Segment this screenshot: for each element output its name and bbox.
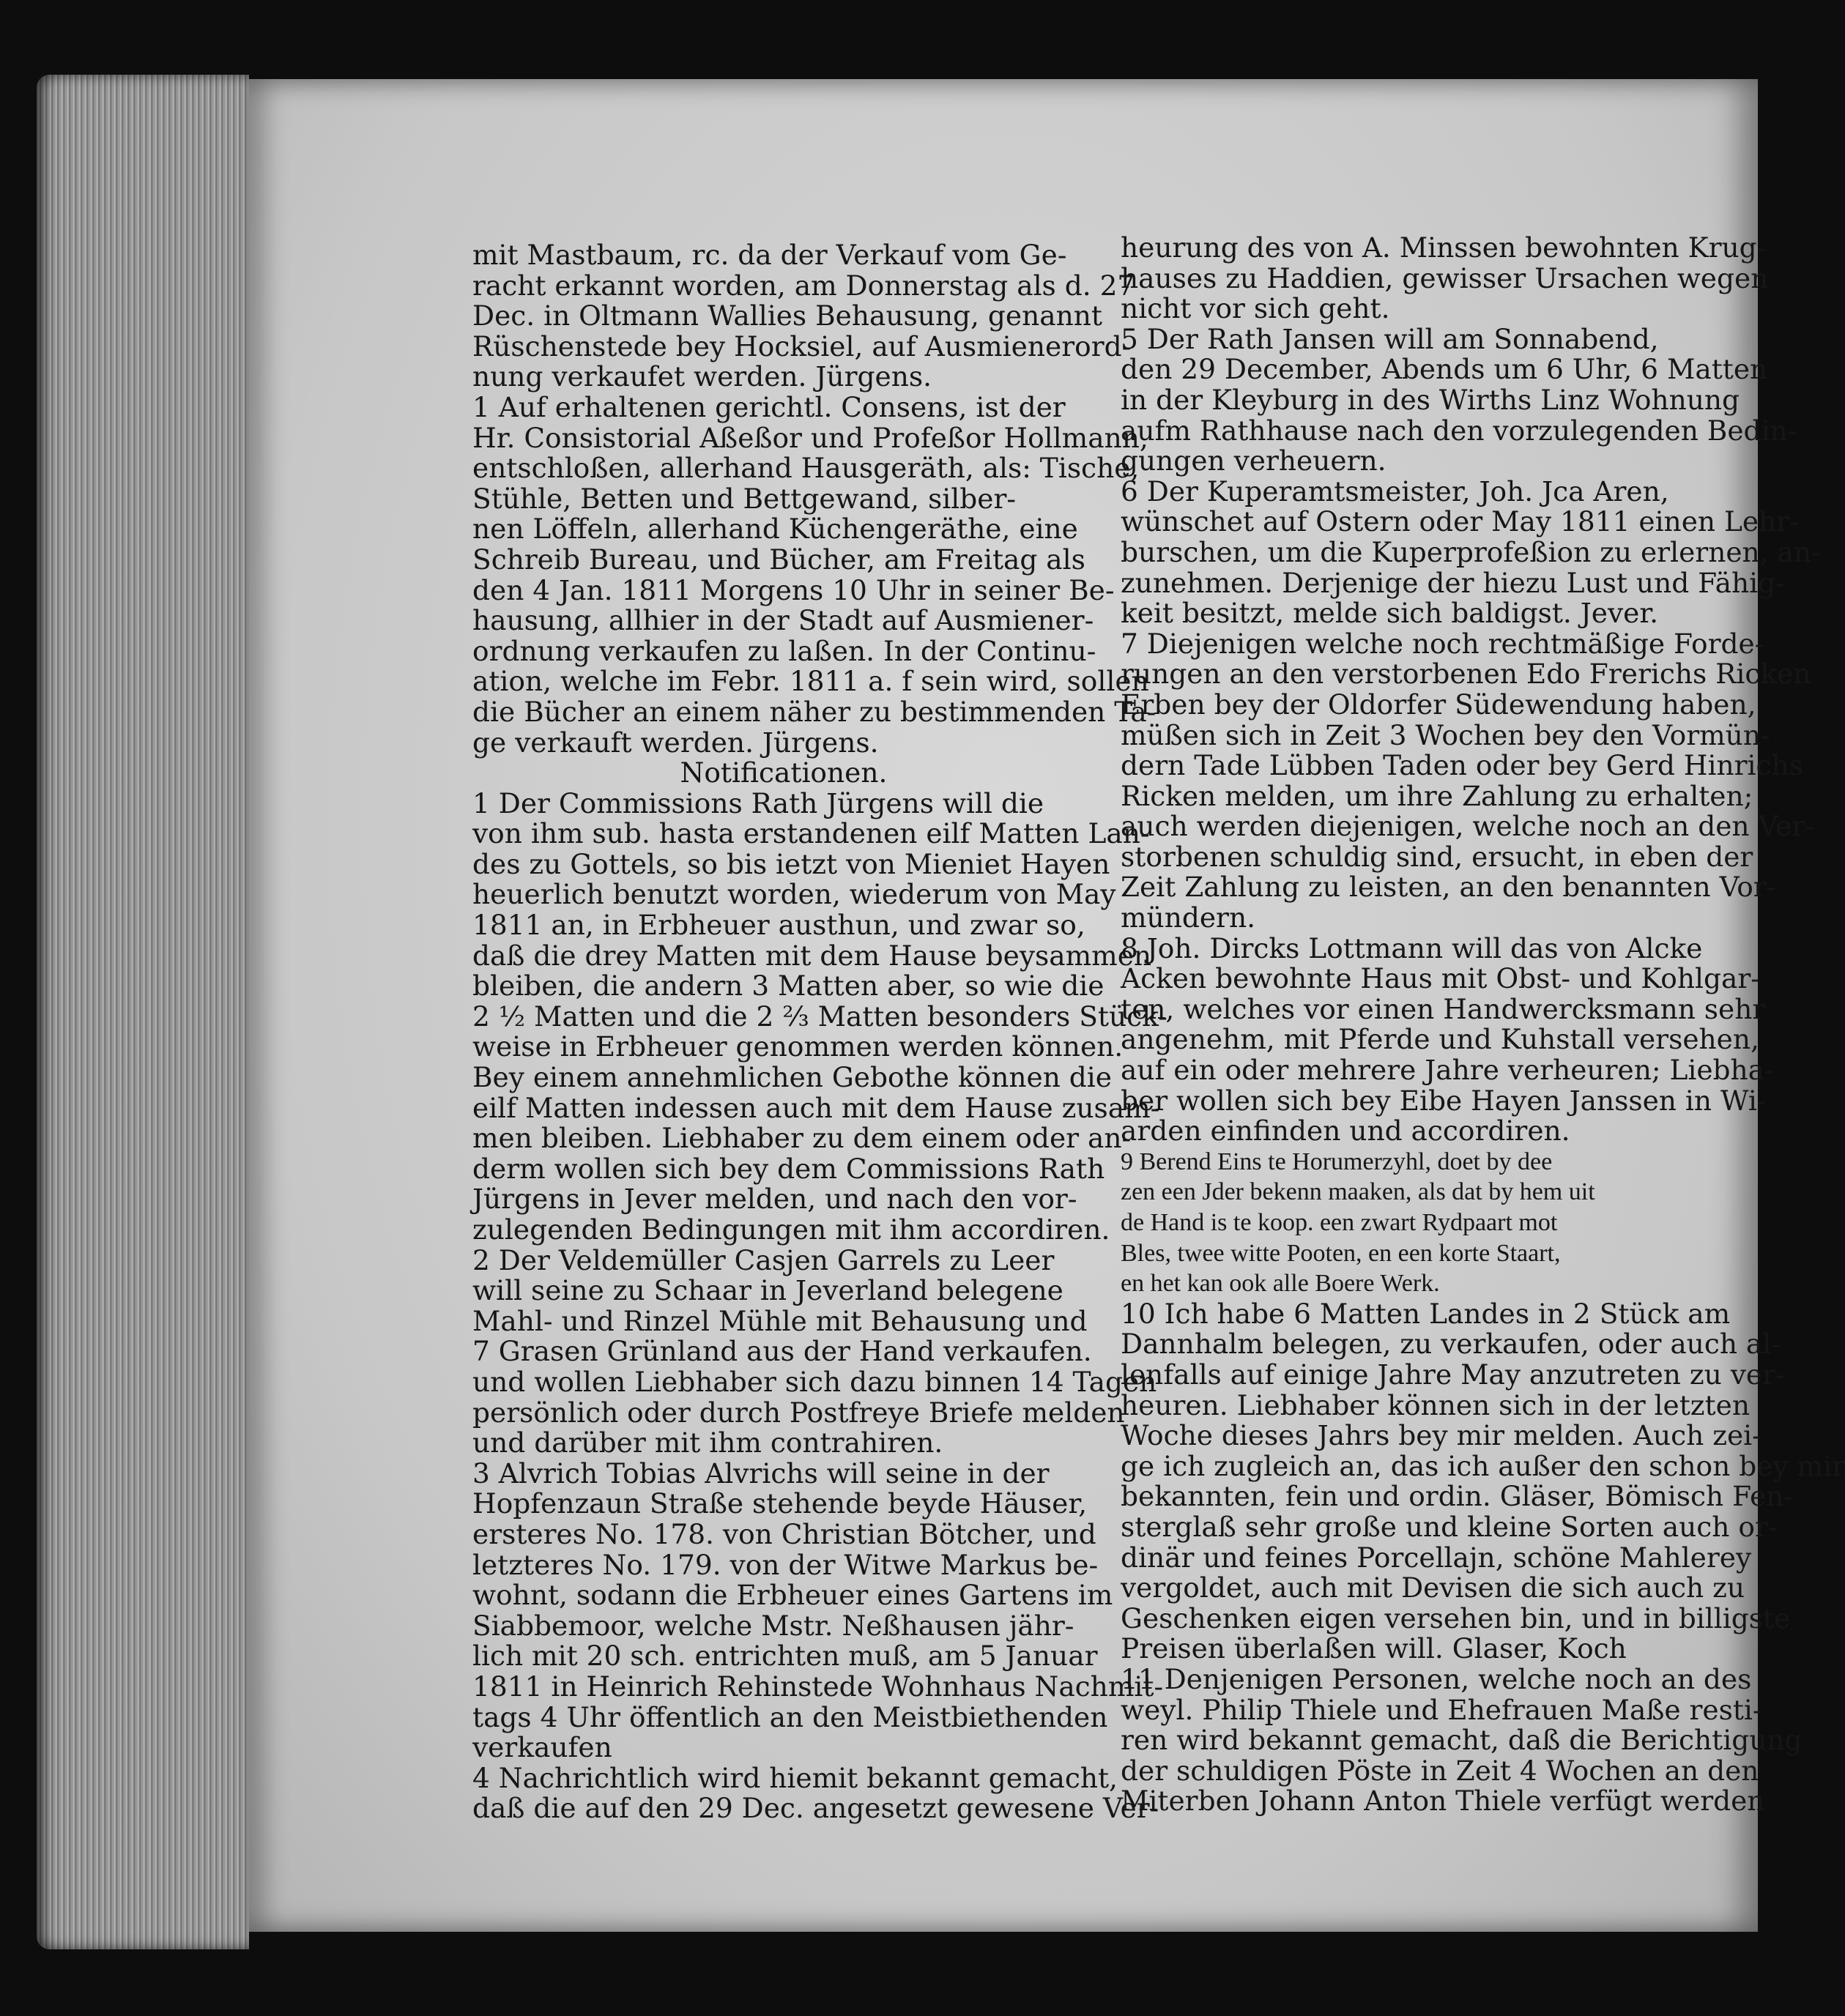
text-line: 2 Der Veldemüller Casjen Garrels zu Leer (472, 1243, 1055, 1276)
text-line: en het kan ook alle Boere Werk. (1121, 1270, 1440, 1298)
text-line: daß die drey Matten mit dem Hause beysammen (472, 939, 1152, 972)
text-line: racht erkannt worden, am Donnerstag als d. 27 (472, 269, 1135, 302)
text-line: daß die auf den 29 Dec. angesetzt gewesene Ver- (472, 1792, 1159, 1825)
text-line: von ihm sub. hasta erstandenen eilf Matten Lan- (472, 817, 1150, 850)
text-line: den 29 December, Abends um 6 Uhr, 6 Matten (1121, 353, 1768, 386)
text-line: Bey einem annehmlichen Gebothe können die (472, 1061, 1112, 1094)
text-line: bekannten, fein und ordin. Gläser, Bömisch Fen- (1121, 1480, 1794, 1513)
text-line: ation, welche im Febr. 1811 a. f sein wird, sollen (472, 665, 1149, 698)
text-line: Hopfenzaun Straße stehende beyde Häuser, (472, 1487, 1088, 1520)
text-line: und darüber mit ihm contrahiren. (472, 1427, 943, 1459)
text-line: auf ein oder mehrere Jahre verheuren; Liebha- (1121, 1054, 1774, 1087)
text-line: Woche dieses Jahrs bey mir melden. Auch zei- (1121, 1419, 1762, 1452)
text-line: lenfalls auf einige Jahre May anzutreten zu ver- (1121, 1358, 1785, 1391)
text-line: ordnung verkaufen zu laßen. In der Continu- (472, 634, 1096, 667)
text-line: ge verkauft werden. Jürgens. (472, 726, 879, 759)
text-line: 9 Berend Eins te Horumerzyhl, doet by dee (1121, 1148, 1553, 1175)
text-line: Zeit Zahlung zu leisten, an den benannten Vor- (1121, 871, 1776, 904)
text-line: wohnt, sodann die Erbheuer eines Gartens im (472, 1579, 1113, 1612)
text-line: aufm Rathhause nach den vorzulegenden Bedin- (1121, 414, 1797, 447)
text-line: die Bücher an einem näher zu bestimmenden Ta- (472, 695, 1157, 728)
right-column (1121, 231, 1845, 1818)
text-line: Erben bey der Oldorfer Südewendung haben, (1121, 688, 1756, 721)
text-line: weise in Erbheuer genommen werden können. (472, 1030, 1124, 1063)
section-heading: Notificationen. (680, 756, 888, 789)
book (37, 53, 1845, 1957)
text-line: Ricken melden, um ihre Zahlung zu erhalten; (1121, 779, 1753, 812)
text-line: 7 Diejenigen welche noch rechtmäßige Forde- (1121, 627, 1764, 660)
text-line: bleiben, die andern 3 Matten aber, so wie die (472, 970, 1105, 1003)
left-column (472, 239, 1167, 1825)
text-line: nicht vor sich geht. (1121, 292, 1390, 325)
text-line: burschen, um die Kuperprofeßion zu erlernen, an- (1121, 535, 1821, 568)
text-line: derm wollen sich bey dem Commissions Rath (472, 1152, 1105, 1185)
text-line: der schuldigen Pöste in Zeit 4 Wochen an den (1121, 1754, 1759, 1787)
text-line: 11 Denjenigen Personen, welche noch an des (1121, 1662, 1752, 1695)
text-line: dinär und feines Porcellajn, schöne Mahlerey (1121, 1541, 1752, 1574)
text-line: persönlich oder durch Postfreye Briefe melden (472, 1396, 1125, 1429)
text-line: mündern. (1121, 901, 1256, 934)
text-line: zunehmen. Derjenige der hiezu Lust und Fähig- (1121, 566, 1785, 599)
text-line: Mahl- und Rinzel Mühle mit Behausung und (472, 1304, 1088, 1337)
text-line: men bleiben. Liebhaber zu dem einem oder an- (472, 1122, 1132, 1155)
text-line: hausung, allhier in der Stadt auf Ausmiener- (472, 604, 1094, 637)
text-line: de Hand is te koop. een zwart Rydpaart mot (1121, 1209, 1558, 1236)
text-line: tags 4 Uhr öffentlich an den Meistbiethenden (472, 1700, 1108, 1733)
text-line: vergoldet, auch mit Devisen die sich auch zu (1121, 1571, 1745, 1604)
text-line: 4 Nachrichtlich wird hiemit bekannt gemacht, (472, 1761, 1118, 1794)
page (249, 79, 1845, 1932)
text-line: gungen verheuern. (1121, 445, 1386, 477)
text-line: verkaufen (472, 1731, 612, 1764)
text-line: angenehm, mit Pferde und Kuhstall versehen, (1121, 1023, 1759, 1056)
text-line: keit besitzt, melde sich baldigst. Jever. (1121, 597, 1659, 630)
text-line: in der Kleyburg in des Wirths Linz Wohnung (1121, 383, 1740, 416)
text-line: heuren. Liebhaber können sich in der letzten (1121, 1388, 1750, 1421)
text-line: heurung des von A. Minssen bewohnten Krug- (1121, 231, 1767, 264)
text-line: zulegenden Bedingungen mit ihm accordiren. (472, 1213, 1110, 1246)
text-line: 1811 in Heinrich Rehinstede Wohnhaus Nachmit- (472, 1670, 1164, 1703)
text-line: ren wird bekannt gemacht, daß die Berichtigung (1121, 1724, 1803, 1757)
text-line: 1 Auf erhaltenen gerichtl. Consens, ist der (472, 390, 1066, 423)
text-line: Miterben Johann Anton Thiele verfügt werden (1121, 1785, 1765, 1818)
text-line: Dannhalm belegen, zu verkaufen, oder auch al- (1121, 1328, 1781, 1361)
text-line: entschloßen, allerhand Hausgeräth, als: Tische, (472, 452, 1140, 485)
page-edges (37, 75, 249, 1949)
text-line: 7 Grasen Grünland aus der Hand verkaufen. (472, 1335, 1092, 1368)
text-line: Dec. in Oltmann Wallies Behausung, genannt (472, 300, 1102, 332)
text-line: ersteres No. 178. von Christian Bötcher, und (472, 1517, 1096, 1550)
text-line: Hr. Consistorial Aßeßor und Profeßor Hollmann, (472, 421, 1148, 454)
text-line: auch werden diejenigen, welche noch an den Ver- (1121, 810, 1814, 843)
text-line: zen een Jder bekenn maaken, als dat by hem uit (1121, 1178, 1595, 1206)
text-line: lich mit 20 sch. entrichten muß, am 5 Januar (472, 1640, 1098, 1673)
text-line: 10 Ich habe 6 Matten Landes in 2 Stück am (1121, 1297, 1731, 1330)
text-line: Preisen überlaßen will. Glaser, Koch (1121, 1632, 1627, 1665)
text-line: 2 ½ Matten und die 2 ⅔ Matten besonders Stück- (472, 1000, 1167, 1033)
text-line: wünschet auf Ostern oder May 1811 einen Lehr- (1121, 505, 1799, 538)
text-line: hauses zu Haddien, gewisser Ursachen wegen (1121, 261, 1769, 294)
text-line: storbenen schuldig sind, ersucht, in eben der (1121, 840, 1753, 873)
text-line: müßen sich in Zeit 3 Wochen bey den Vormün- (1121, 718, 1770, 751)
text-line: ge ich zugleich an, das ich außer den schon bey mir (1121, 1449, 1845, 1482)
text-line: sterglaß sehr große und kleine Sorten auch or- (1121, 1510, 1778, 1543)
text-line: ber wollen sich bey Eibe Hayen Janssen in Wi- (1121, 1084, 1767, 1117)
text-line: Schreib Bureau, und Bücher, am Freitag als (472, 543, 1085, 576)
text-line: nung verkaufet werden. Jürgens. (472, 360, 932, 393)
text-line: den 4 Jan. 1811 Morgens 10 Uhr in seiner Be- (472, 573, 1115, 606)
text-line: 8 Joh. Dircks Lottmann will das von Alcke (1121, 931, 1703, 964)
text-line: 1811 an, in Erbheuer austhun, und zwar so, (472, 909, 1085, 942)
text-line: rungen an den verstorbenen Edo Frerichs Ricken (1121, 658, 1811, 691)
text-line: 1 Der Commissions Rath Jürgens will die (472, 786, 1044, 819)
text-line: des zu Gottels, so bis ietzt von Mieniet Hayen (472, 847, 1110, 880)
text-line: 3 Alvrich Tobias Alvrichs will seine in der (472, 1457, 1050, 1489)
text-line: Geschenken eigen versehen bin, und in billigste (1121, 1602, 1791, 1634)
text-line: Siabbemoor, welche Mstr. Neßhausen jähr- (472, 1609, 1074, 1642)
text-line: Jürgens in Jever melden, und nach den vor- (472, 1183, 1077, 1216)
text-line: 5 Der Rath Jansen will am Sonnabend, (1121, 322, 1659, 355)
text-line: dern Tade Lübben Taden oder bey Gerd Hinrichs (1121, 749, 1803, 782)
text-line: Acken bewohnte Haus mit Obst- und Kohlgar- (1121, 962, 1760, 995)
text-line: ten, welches vor einen Handwercksmann sehr (1121, 992, 1766, 1025)
text-line: Rüschenstede bey Hocksiel, auf Ausmienerord- (472, 330, 1132, 362)
text-line: weyl. Philip Thiele und Ehefrauen Maße resti- (1121, 1693, 1762, 1726)
text-line: eilf Matten indessen auch mit dem Hause zusam- (472, 1091, 1160, 1124)
text-line: letzteres No. 179. von der Witwe Markus be- (472, 1548, 1099, 1581)
text-line: nen Löffeln, allerhand Küchengeräthe, eine (472, 513, 1078, 546)
text-line: mit Mastbaum, rc. da der Verkauf vom Ge- (472, 239, 1067, 271)
text-line: arden einfinden und accordiren. (1121, 1115, 1570, 1148)
text-line: und wollen Liebhaber sich dazu binnen 14 Tagen (472, 1365, 1157, 1398)
text-line: 6 Der Kuperamtsmeister, Joh. Jca Aren, (1121, 475, 1669, 507)
text-line: Stühle, Betten und Bettgewand, silber- (472, 482, 1017, 515)
text-line: heuerlich benutzt worden, wiederum von May (472, 878, 1116, 911)
text-line: will seine zu Schaar in Jeverland belegene (472, 1274, 1063, 1307)
text-line: Bles, twee witte Pooten, en een korte Staart, (1121, 1239, 1561, 1267)
